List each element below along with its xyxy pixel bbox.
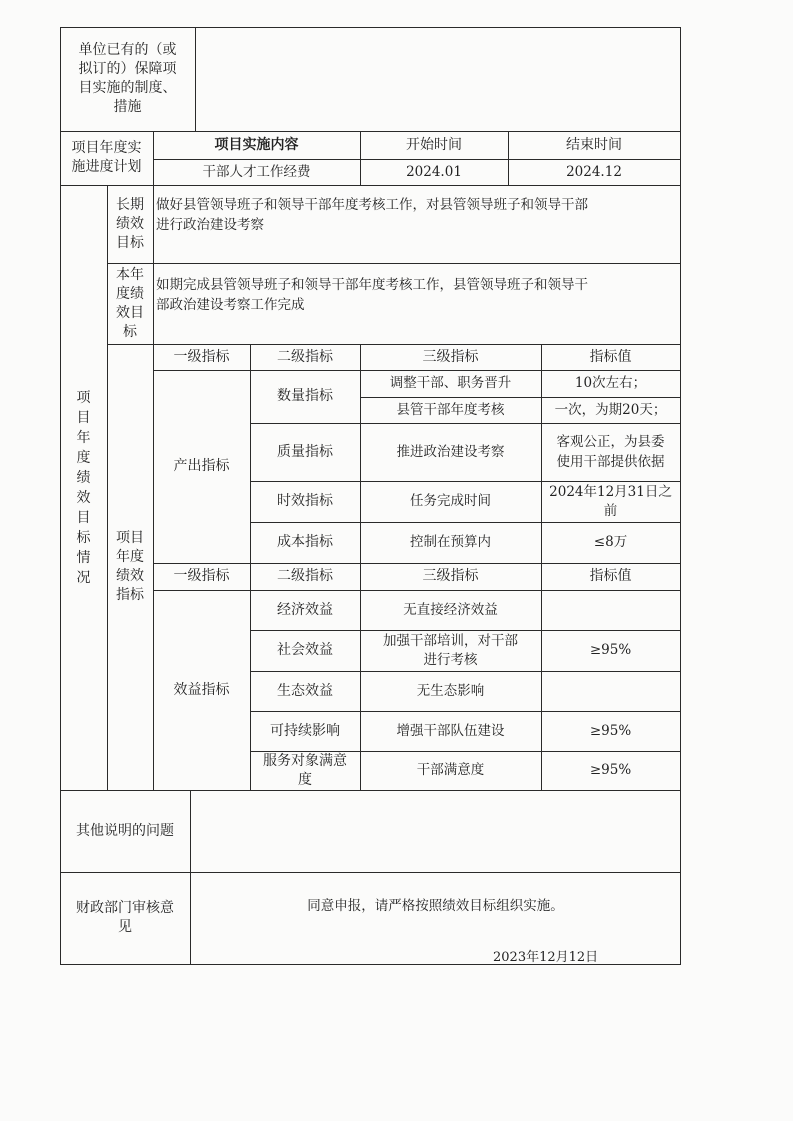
schedule-end: 2024.12 — [566, 163, 622, 180]
schedule-start: 2024.01 — [406, 163, 462, 180]
schedule-col-start: 开始时间 — [406, 136, 462, 153]
annual-goal-text: 如期完成县管领导班子和领导干部年度考核工作，县管领导班子和领导干 部政治建设考察工作完成 — [156, 276, 588, 313]
measures-label: 单位已有的（或 拟订的）保障项 目实施的制度、 措施 — [78, 42, 177, 115]
goals-section-label: 项 目 年 度 绩 效 目 标 情 况 — [76, 389, 91, 586]
economic-level2: 经济效益 — [277, 601, 333, 618]
quantity-item2-value: 一次，为期20天； — [554, 401, 667, 418]
sustainability-level2: 可持续影响 — [270, 722, 340, 739]
sustainability-level3: 增强干部队伍建设 — [396, 722, 505, 739]
header-level1: 一级指标 — [173, 348, 230, 365]
timeliness-level2: 时效指标 — [277, 493, 333, 509]
finance-review-label: 财政部门审核意 见 — [76, 900, 174, 935]
quality-item: 推进政治建设考察 — [396, 443, 505, 460]
social-level2: 社会效益 — [277, 642, 333, 658]
indicator-label: 项目 年度 绩效 指标 — [116, 530, 144, 603]
quantity-item1-value: 10次左右； — [574, 375, 647, 391]
other-issues-label: 其他说明的问题 — [76, 822, 174, 839]
cost-level2: 成本指标 — [277, 534, 333, 550]
schedule-content: 干部人才工作经费 — [202, 163, 311, 180]
header2-level2: 二级指标 — [277, 568, 333, 584]
quality-level2: 质量指标 — [277, 443, 333, 460]
other-issues-value — [191, 790, 680, 872]
cost-item: 控制在预算内 — [410, 534, 491, 550]
quantity-item1: 调整干部、职务晋升 — [389, 375, 512, 391]
timeliness-item: 任务完成时间 — [410, 493, 491, 509]
finance-review-date: 2023年12月12日 — [493, 950, 599, 965]
ecological-level3: 无生态影响 — [416, 682, 485, 699]
quantity-item2: 县管干部年度考核 — [396, 401, 505, 418]
header-level3: 三级指标 — [422, 348, 479, 365]
finance-review-opinion: 同意申报，请严格按照绩效目标组织实施。 — [307, 897, 564, 914]
quality-value: 客观公正，为县委 使用干部提供依据 — [556, 434, 665, 470]
measures-value — [196, 27, 680, 131]
social-level3: 加强干部培训，对干部 进行考核 — [383, 632, 518, 668]
header2-value: 指标值 — [589, 568, 632, 584]
header2-level1: 一级指标 — [173, 568, 230, 584]
economic-level3: 无直接经济效益 — [403, 601, 498, 618]
output-level1: 产出指标 — [173, 458, 230, 474]
header2-level3: 三级指标 — [422, 568, 479, 584]
sustainability-value: ≥95% — [589, 722, 632, 739]
satisfaction-level2: 服务对象满意 度 — [263, 752, 347, 788]
header-level2: 二级指标 — [277, 348, 333, 365]
benefit-level1: 效益指标 — [173, 681, 230, 698]
long-term-goal-label: 长期 绩效 目标 — [116, 196, 144, 251]
header-value: 指标值 — [589, 348, 632, 365]
satisfaction-value: ≥95% — [589, 762, 632, 778]
long-term-goal-text: 做好县管领导班子和领导干部年度考核工作，对县管领导班子和领导干部 进行政治建设考察 — [156, 197, 588, 233]
social-value: ≥95% — [589, 642, 632, 658]
quantity-level2: 数量指标 — [277, 388, 333, 404]
ecological-value — [541, 671, 680, 711]
ecological-level2: 生态效益 — [277, 682, 333, 699]
satisfaction-level3: 干部满意度 — [416, 762, 485, 778]
schedule-label: 项目年度实 施进度计划 — [71, 140, 142, 175]
schedule-col-end: 结束时间 — [566, 136, 622, 153]
economic-value — [541, 590, 680, 630]
schedule-col-content: 项目实施内容 — [214, 136, 299, 153]
annual-goal-label: 本年 度绩 效目 标 — [116, 266, 144, 340]
cost-value: ≤8万 — [593, 534, 628, 550]
timeliness-value: 2024年12月31日之 前 — [549, 483, 672, 519]
